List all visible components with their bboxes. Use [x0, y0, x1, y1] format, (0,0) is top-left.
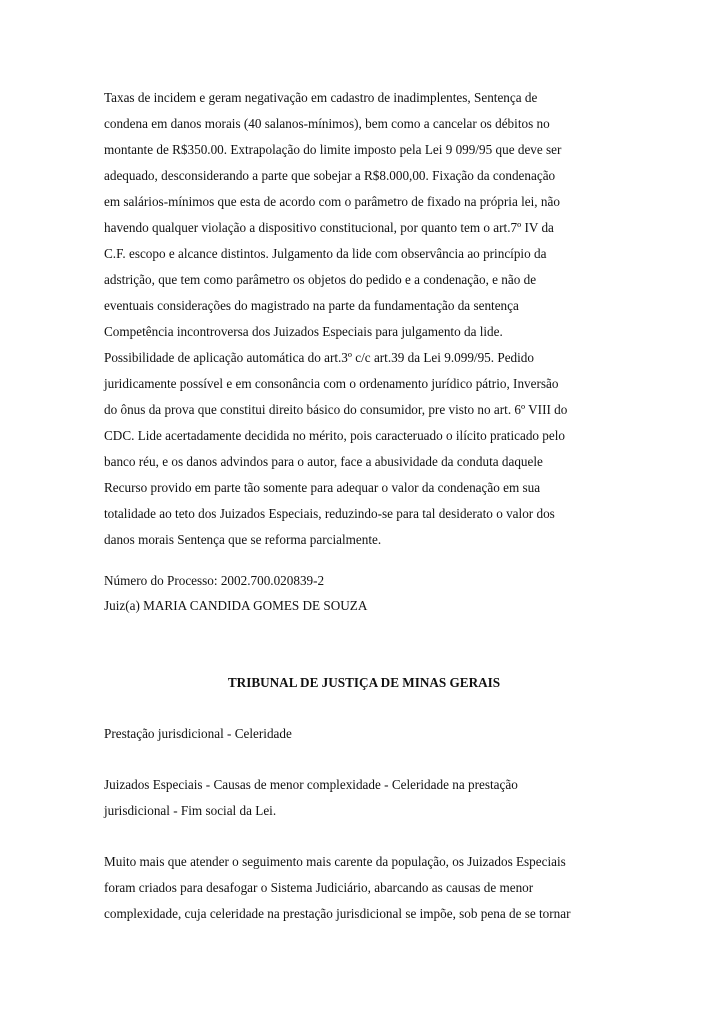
paragraph-line: montante de R$350.00. Extrapolação do limite imposto pela Lei 9 099/95 que deve ser	[104, 142, 562, 157]
paragraph-line: adequado, desconsiderando a parte que sobejar a R$8.000,00. Fixação da condenação	[104, 168, 556, 183]
paragraph-line: CDC. Lide acertadamente decidida no mérito, pois caracteruado o ilícito praticado pelo	[104, 428, 566, 443]
paragraph-line: danos morais Sentença que se reforma parcialmente.	[104, 532, 382, 547]
paragraph-line: adstrição, que tem como parâmetro os objetos do pedido e a condenação, e não de	[104, 272, 537, 287]
paragraph-line: condena em danos morais (40 salanos-mínimos), bem como a cancelar os débitos no	[104, 116, 550, 131]
body-line: complexidade, cuja celeridade na prestação jurisdicional se impõe, sob pena de se tornar	[104, 906, 571, 921]
paragraph-line: eventuais considerações do magistrado na parte da fundamentação da sentença	[104, 298, 519, 313]
subject-line: Prestação jurisdicional - Celeridade	[104, 726, 292, 741]
paragraph-line: juridicamente possível e em consonância com o ordenamento jurídico pátrio, Inversão	[104, 376, 559, 391]
paragraph-line: banco réu, e os danos advindos para o autor, face a abusividade da conduta daquele	[104, 454, 543, 469]
paragraph-line: em salários-mínimos que esta de acordo com o parâmetro de fixado na própria lei, não	[104, 194, 560, 209]
paragraph-line: Taxas de incidem e geram negativação em cadastro de inadimplentes, Sentença de	[104, 90, 538, 105]
summary-line: jurisdicional - Fim social da Lei.	[104, 803, 277, 818]
paragraph-line: do ônus da prova que constitui direito básico do consumidor, pre visto no art. 6º VIII do	[104, 402, 568, 417]
paragraph-line: havendo qualquer violação a dispositivo constitucional, por quanto tem o art.7º IV da	[104, 220, 554, 235]
summary-line: Juizados Especiais - Causas de menor complexidade - Celeridade na prestação	[104, 777, 518, 792]
judge-name: Juiz(a) MARIA CANDIDA GOMES DE SOUZA	[104, 598, 368, 613]
process-number: Número do Processo: 2002.700.020839-2	[104, 573, 325, 588]
paragraph-line: C.F. escopo e alcance distintos. Julgamento da lide com observância ao princípio da	[104, 246, 547, 261]
body-line: Muito mais que atender o seguimento mais carente da população, os Juizados Especiais	[104, 854, 566, 869]
paragraph-line: Competência incontroversa dos Juizados Especiais para julgamento da lide.	[104, 324, 503, 339]
paragraph-line: Possibilidade de aplicação automática do art.3º c/c art.39 da Lei 9.099/95. Pedido	[104, 350, 534, 365]
court-heading: TRIBUNAL DE JUSTIÇA DE MINAS GERAIS	[227, 675, 501, 690]
paragraph-line: totalidade ao teto dos Juizados Especiais, reduzindo-se para tal desiderato o valor dos	[104, 506, 555, 521]
body-line: foram criados para desafogar o Sistema Judiciário, abarcando as causas de menor	[104, 880, 534, 895]
paragraph-line: Recurso provido em parte tão somente para adequar o valor da condenação em sua	[104, 480, 541, 495]
